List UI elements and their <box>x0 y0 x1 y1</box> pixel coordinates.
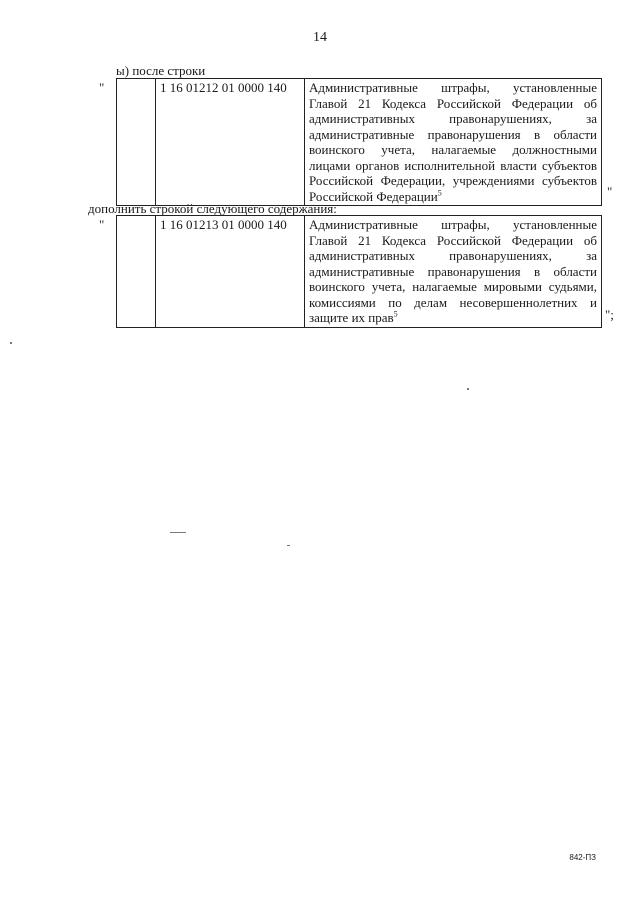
caption-after-line: ы) после строки <box>116 63 206 78</box>
description-text: Административные штрафы, установленные Главой 21 Кодекса Российской Федерации об административных правонарушениях, за административные правонарушения в области воинского учета, налагаемые мировыми судьями, комиссиями по делам несовершеннолетних и защите их прав <box>309 217 597 325</box>
open-quote-b: " <box>99 217 105 232</box>
table-row-a <box>116 78 602 206</box>
scan-speck <box>170 532 186 533</box>
footnote-ref: 5 <box>393 309 398 319</box>
description-text: Административные штрафы, установленные Главой 21 Кодекса Российской Федерации об административных правонарушениях, за административные правонарушения в области воинского учета, налагаемые должностными лицами органов исполнительной власти субъектов Российской Федерации, учреждениями субъектов Российской Федерации <box>309 80 597 204</box>
table-row-b <box>116 215 602 328</box>
close-quote-a: " <box>607 184 613 199</box>
table-row <box>117 216 602 328</box>
cell-empty <box>117 79 156 206</box>
cell-empty <box>117 216 156 328</box>
cell-description <box>305 79 602 206</box>
open-quote-a: " <box>99 80 105 95</box>
table-row <box>117 79 602 206</box>
caption-add-line: дополнить строкой следующего содержания: <box>88 201 337 216</box>
scan-speck <box>287 545 290 546</box>
cell-code: 1 16 01213 01 0000 140 <box>156 216 305 328</box>
footnote-ref: 5 <box>437 188 442 198</box>
cell-description <box>305 216 602 328</box>
cell-code: 1 16 01212 01 0000 140 <box>156 79 305 206</box>
document-code: 842-ПЗ <box>569 853 596 862</box>
scan-speck <box>10 342 12 344</box>
page-number: 14 <box>313 30 327 45</box>
close-quote-b: "; <box>605 307 614 322</box>
scan-speck <box>467 388 469 390</box>
